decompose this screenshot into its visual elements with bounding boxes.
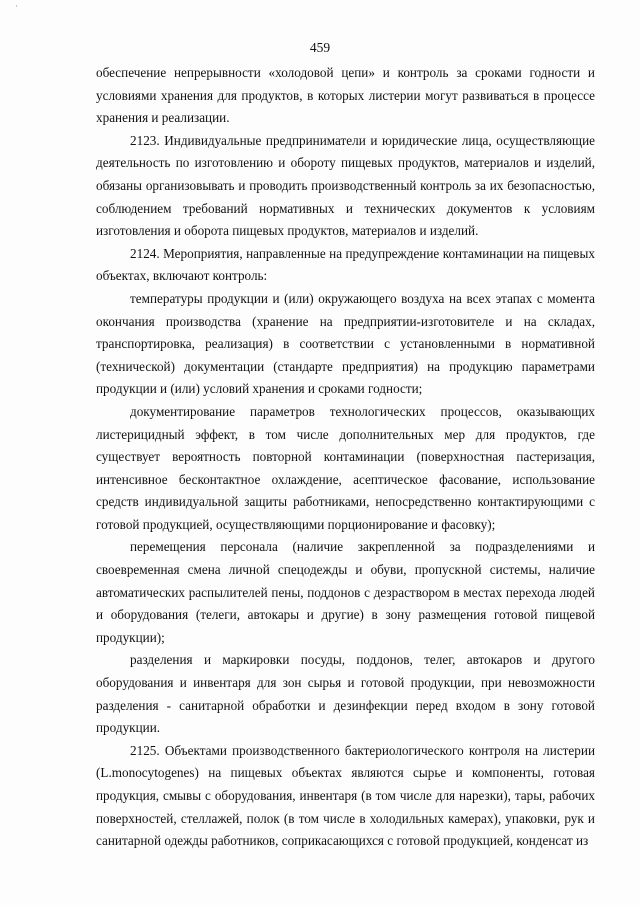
document-body <box>96 62 595 853</box>
list-item-marking: разделения и маркировки посуды, поддонов, телег, автокаров и другого оборудования и инвентаря для зон сырья и готовой продукции, при невозможности разделения - санитарной обработки и дезинфекции перед входом в зону готовой продукции. <box>96 652 595 736</box>
paragraph-2125: 2125. Объектами производственного бактериологического контроля на листерии (L.monocytogenes) на пищевых объектах являются сырье и компоненты, готовая продукция, смывы с оборудования, инвентаря (в том числе для нарезки), тары, рабочих поверхностей, стеллажей, полок (в том числе в холодильных камерах), упаковки, рук и санитарной одежды работников, соприкасающихся с готовой продукцией, конденсат из <box>96 742 595 849</box>
list-item-personnel: перемещения персонала (наличие закрепленной за подразделениями и своевременная смена личной спецодежды и обуви, пропускной системы, наличие автоматических распылителей пены, поддонов с дезраствором в местах перехода людей и оборудования (телеги, автокары и другие) в зону размещения готовой пищевой продукции); <box>96 539 595 645</box>
list-item-temperature: температуры продукции и (или) окружающего воздуха на всех этапах с момента окончания производства (хранение на предприятии-изготовителе и на складах, транспортировка, реализация) в соответствии с установленными в нормативной (технической) документации (стандарте предприятия) на продукцию параметрами продукции и (или) условий хранения и сроками годности; <box>96 290 595 397</box>
paragraph-2124: 2124. Мероприятия, направленные на предупреждение контаминации на пищевых объектах, включают контроль: <box>96 245 595 284</box>
paragraph-2123: 2123. Индивидуальные предприниматели и юридические лица, осуществляющие деятельность по изготовлению и обороту пищевых продуктов, материалов и изделий, обязаны организовывать и проводить производственный контроль за их безопасностью, соблюдением требований нормативных и технических документов к условиям изготовления и оборота пищевых продуктов, материалов и изделий. <box>96 132 595 239</box>
paragraph-continuation: обеспечение непрерывности «холодовой цепи» и контроль за сроками годности и условиями хранения для продуктов, в которых листерии могут развиваться в процессе хранения и реализации. <box>96 65 595 126</box>
page-number: 459 <box>309 40 331 55</box>
scan-mark <box>16 5 17 7</box>
list-item-documentation: документирование параметров технологических процессов, оказывающих листерицидный эффект, в том числе дополнительных мер для продуктов, где существует вероятность повторной контаминации (поверхностная пастеризация, интенсивное бесконтактное охлаждение, асептическое фасование, использование средств индивидуальной защиты работниками, непосредственно контактирующими с готовой продукцией, осуществляющими порционирование и фасовку); <box>96 403 595 532</box>
